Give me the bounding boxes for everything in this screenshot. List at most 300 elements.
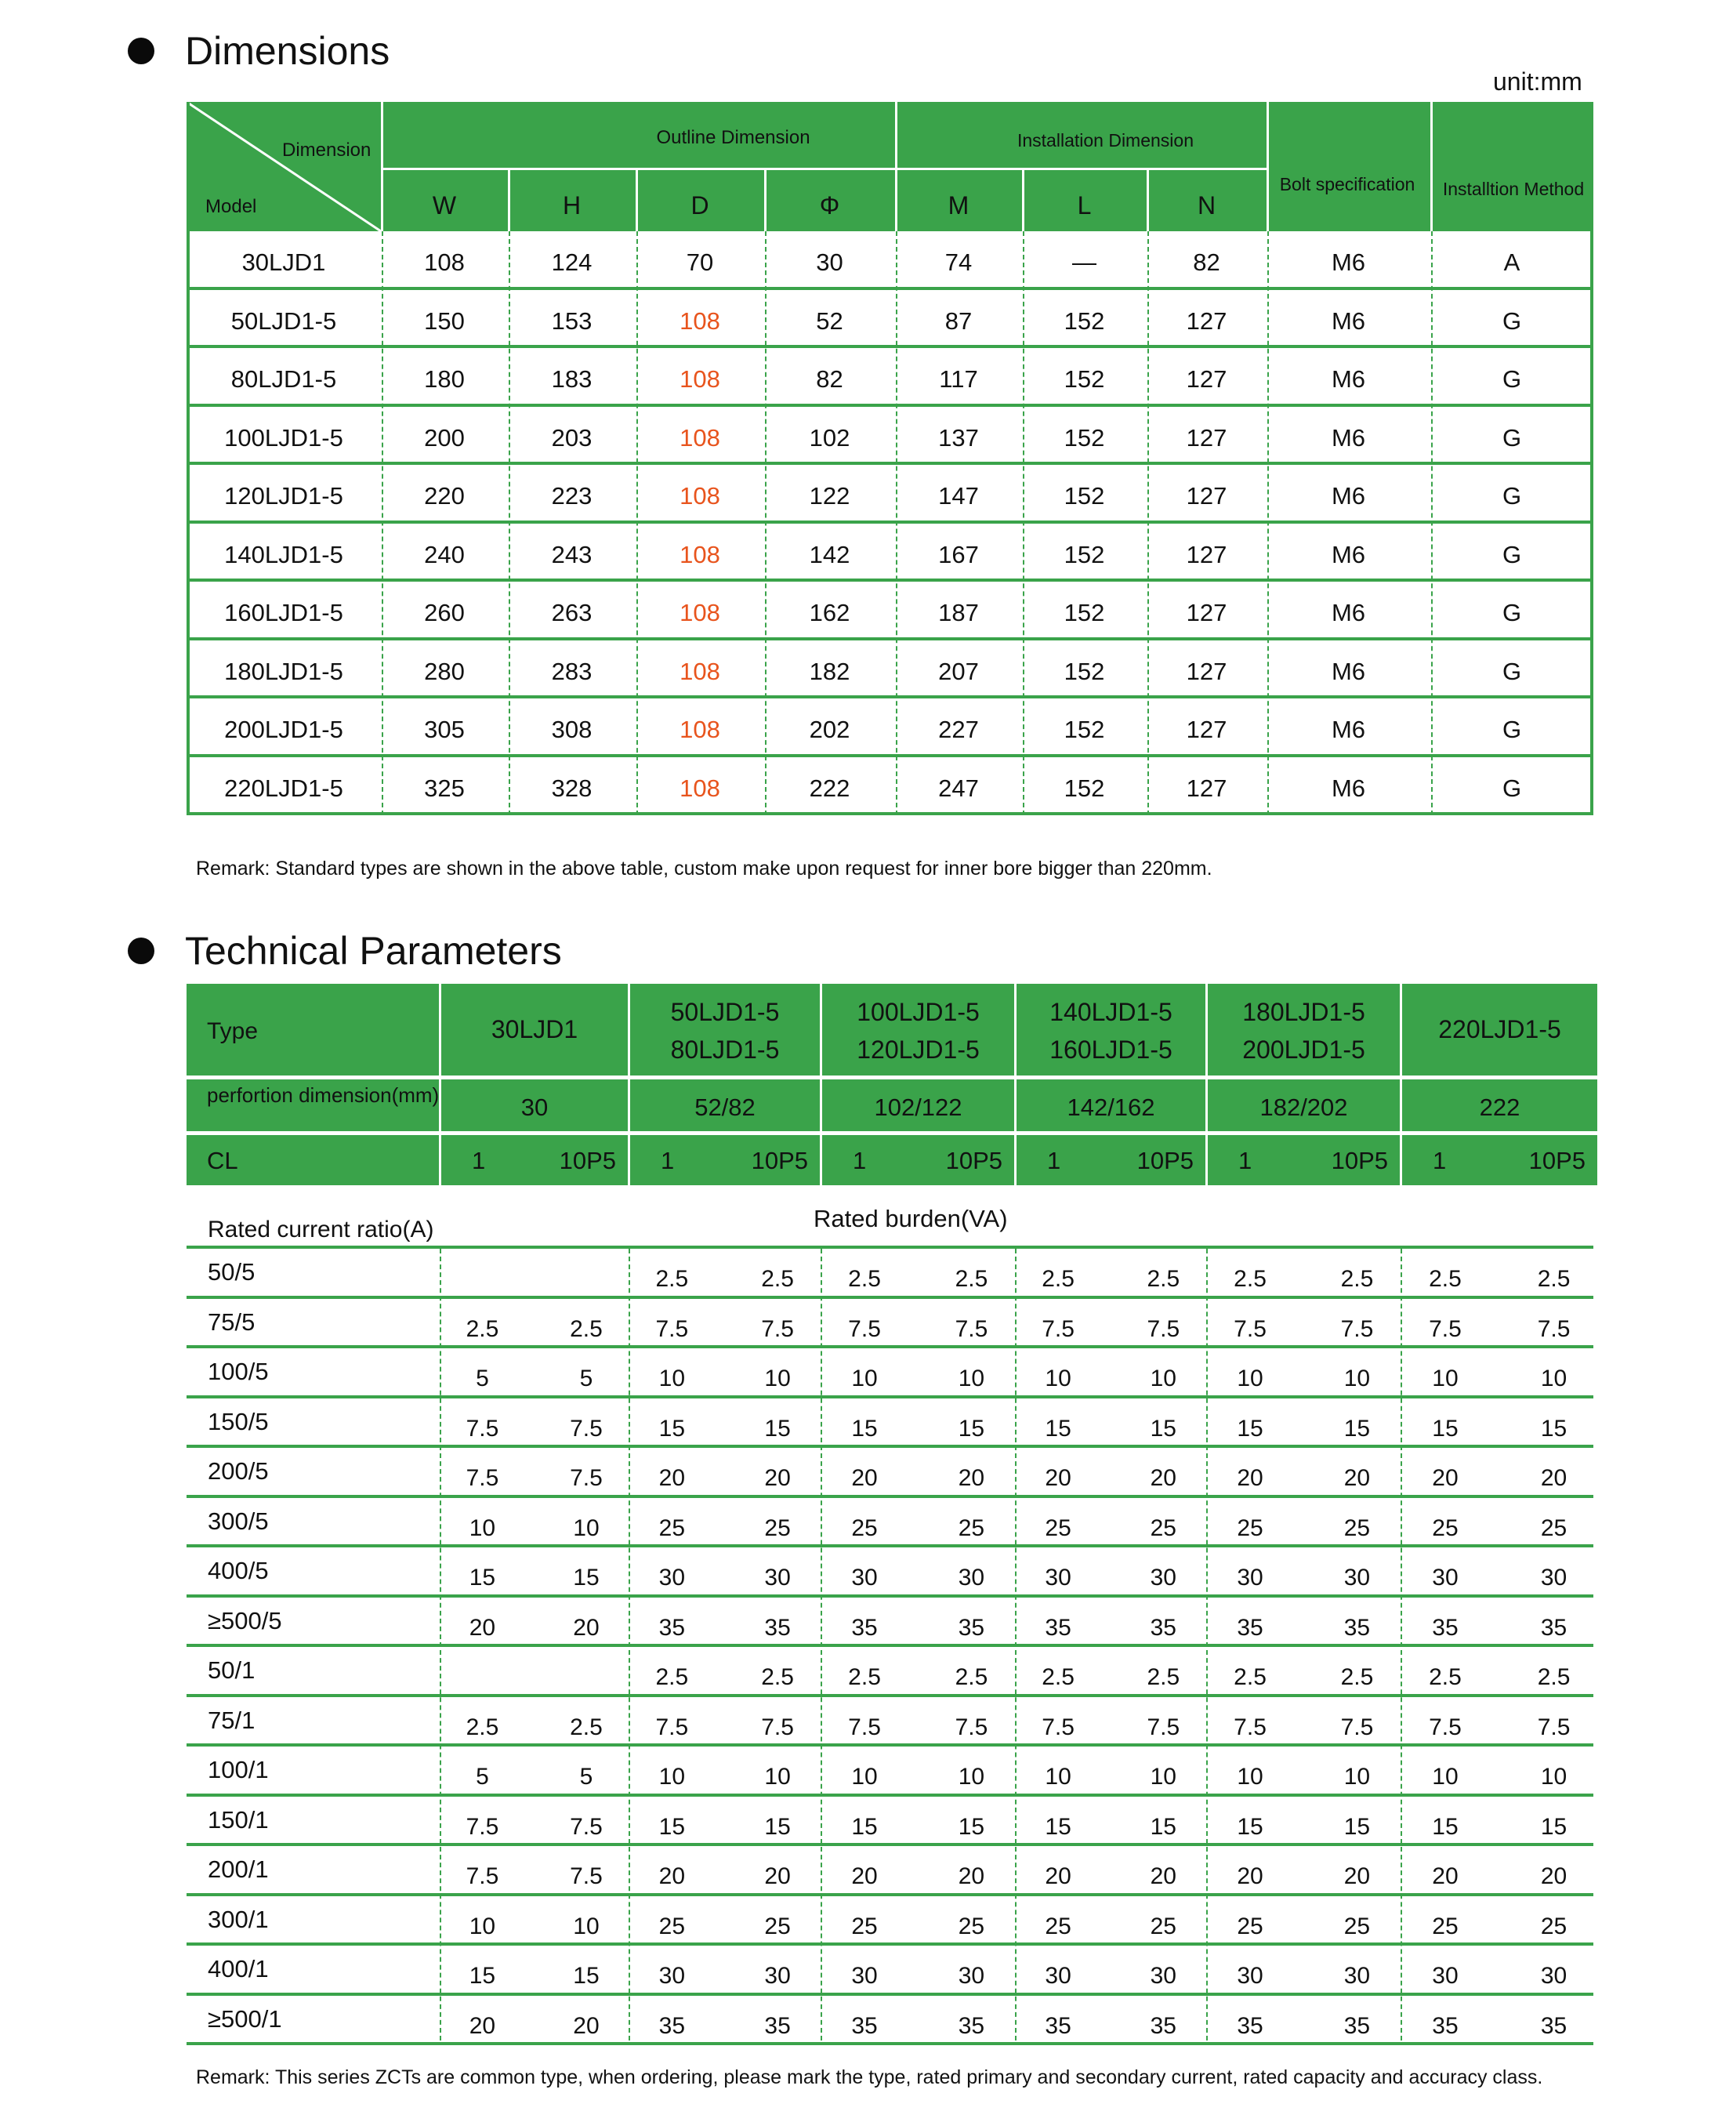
type-name: 50LJD1-5 [670,998,780,1026]
burden-cell: 10 [1432,1366,1459,1391]
burden-cell: 20 [469,1614,496,1641]
burden-cell: 30 [1150,1565,1176,1591]
value-cell: M6 [1331,248,1366,276]
type-name: 100LJD1-5 [857,998,980,1026]
burden-cell: 10 [1432,1764,1459,1790]
value-cell: G [1502,423,1522,452]
burden-cell: 10 [1343,1366,1371,1391]
value-cell: 124 [551,248,593,276]
value-cell: 222 [809,774,850,802]
row-divider [187,345,1593,348]
value-cell: 108 [680,365,720,393]
value-cell: M6 [1331,774,1366,802]
burden-cell: 7.5 [655,1714,689,1740]
ratio-cell: 50/1 [208,1656,256,1684]
value-cell: 153 [551,307,593,335]
burden-cell: 10 [658,1764,686,1790]
burden-cell: 25 [1540,1913,1567,1939]
burden-cell: 20 [658,1863,686,1889]
row-divider [187,521,1593,524]
burden-cell: 20 [1343,1465,1371,1491]
header-outline-dimension: Outline Dimension [656,127,810,148]
ratio-cell: 400/1 [208,1955,269,1982]
burden-cell: 10 [1343,1764,1371,1790]
cl-class-value: 10P5 [945,1147,1002,1174]
value-cell: 82 [816,365,843,393]
burden-cell: 35 [958,2012,985,2039]
burden-cell: 20 [1343,1863,1371,1889]
value-cell: M6 [1331,540,1366,568]
row-divider [187,1794,1593,1797]
burden-cell: 2.5 [1537,1266,1571,1292]
row-divider [187,1694,1593,1697]
ratio-cell: 300/1 [208,1905,269,1933]
burden-cell: 35 [851,1614,878,1641]
burden-cell: 30 [764,1565,791,1591]
perforation-label: perfortion dimension(mm) [207,1083,440,1107]
value-cell: G [1502,657,1522,685]
burden-cell: 7.5 [1042,1315,1075,1342]
cl-class-value: 10P5 [1136,1147,1194,1174]
burden-cell: 2.5 [570,1714,603,1740]
value-cell: 200 [424,423,465,452]
value-cell: 127 [1186,482,1227,510]
burden-cell: 25 [1237,1514,1263,1541]
row-divider [187,287,1593,290]
burden-cell: 7.5 [1340,1714,1374,1740]
burden-cell: 35 [1343,2012,1371,2039]
burden-cell: 25 [1432,1514,1459,1541]
burden-cell: 35 [1432,1614,1459,1641]
burden-cell: 10 [469,1913,496,1939]
burden-cell: 10 [1150,1366,1176,1391]
burden-cell: 35 [1150,1614,1176,1641]
burden-cell: 10 [1045,1764,1071,1790]
row-divider [187,1296,1593,1299]
value-cell: 227 [938,716,979,743]
burden-cell: 35 [851,2012,878,2039]
burden-cell: 25 [1150,1514,1176,1541]
cl-class-value: 1 [853,1147,867,1174]
value-cell: 137 [938,423,979,452]
burden-cell: 5 [579,1366,593,1391]
burden-cell: 7.5 [955,1714,988,1740]
burden-cell: 2.5 [570,1315,603,1342]
value-cell: G [1502,307,1522,335]
technical-table [187,984,1597,2050]
burden-cell: 7.5 [1234,1315,1267,1342]
burden-cell: 30 [658,1565,686,1591]
model-name-cell: 30LJD1 [241,248,326,276]
burden-cell: 15 [1343,1813,1371,1840]
burden-cell: 7.5 [1234,1714,1267,1740]
model-name-cell: 100LJD1-5 [224,423,343,452]
header-col-4: Φ [819,191,840,219]
burden-cell: 10 [1150,1764,1176,1790]
burden-cell: 15 [958,1813,985,1840]
burden-cell: 2.5 [1234,1664,1267,1690]
row-divider [187,1445,1593,1448]
burden-cell: 15 [1540,1415,1567,1442]
burden-cell: 2.5 [655,1266,689,1292]
burden-cell: 10 [851,1366,878,1391]
burden-cell: 7.5 [466,1465,499,1491]
header-installation-method: Installtion Method [1442,179,1585,199]
row-divider [187,1993,1593,1996]
value-cell: 203 [551,423,593,452]
value-cell: 142 [809,540,850,568]
row-divider [187,1843,1593,1846]
burden-cell: 15 [1237,1813,1263,1840]
burden-cell: 5 [476,1366,489,1391]
ratio-cell: ≥500/1 [208,2004,282,2033]
cl-class-value: 10P5 [559,1147,616,1174]
burden-cell: 7.5 [761,1315,794,1342]
burden-cell: 10 [1045,1366,1071,1391]
value-cell: 108 [680,540,720,568]
burden-cell: 15 [1540,1813,1567,1840]
burden-cell: 7.5 [1429,1714,1462,1740]
burden-cell: 25 [1343,1913,1371,1939]
type-name: 120LJD1-5 [857,1036,980,1064]
burden-cell: 5 [476,1764,489,1790]
burden-cell: 10 [1237,1366,1263,1391]
row-divider [187,1942,1593,1946]
burden-cell: 35 [1237,2012,1263,2039]
value-cell: 127 [1186,599,1227,626]
burden-cell: 15 [658,1813,686,1840]
burden-cell: 30 [658,1963,686,1989]
value-cell: 70 [686,248,714,276]
value-cell: 152 [1064,307,1105,335]
burden-cell: 2.5 [955,1266,988,1292]
value-cell: A [1503,248,1520,276]
burden-cell: 30 [958,1565,985,1591]
row-divider [187,462,1593,465]
burden-cell: 10 [958,1764,985,1790]
value-cell: 108 [680,657,720,685]
burden-cell: 30 [1343,1963,1371,1989]
header-model-label: Model [205,196,257,217]
burden-cell: 20 [958,1863,985,1889]
model-name-cell: 220LJD1-5 [224,774,343,802]
value-cell: M6 [1331,365,1366,393]
value-cell: M6 [1331,657,1366,685]
model-name-cell: 180LJD1-5 [224,657,343,685]
cl-class-value: 10P5 [1331,1147,1388,1174]
burden-cell: 10 [469,1514,496,1541]
burden-cell: 20 [469,2012,496,2039]
burden-cell: 25 [1045,1514,1071,1541]
value-cell: 127 [1186,716,1227,743]
header-separator [439,984,441,1185]
perforation-value: 102/122 [874,1094,962,1121]
perforation-value: 52/82 [694,1094,756,1121]
burden-cell: 20 [573,2012,600,2039]
burden-cell: 25 [1432,1913,1459,1939]
burden-cell: 20 [1237,1465,1263,1491]
value-cell: 263 [551,599,593,626]
header-col-1: W [432,191,457,219]
cl-class-value: 1 [472,1147,486,1174]
burden-cell: 25 [658,1514,686,1541]
section-title-dimensions: Dimensions [185,29,390,73]
value-cell: 280 [424,657,465,685]
burden-cell: 7.5 [848,1315,881,1342]
value-cell: 150 [424,307,465,335]
burden-cell: 2.5 [955,1664,988,1690]
ratio-cell: 150/5 [208,1407,269,1435]
header-installation-dimension: Installation Dimension [1017,130,1194,151]
burden-cell: 20 [1045,1863,1071,1889]
row-divider [187,1594,1593,1598]
burden-cell: 7.5 [570,1465,603,1491]
value-cell: G [1502,365,1522,393]
burden-cell: 15 [1432,1813,1459,1840]
burden-cell: 2.5 [1537,1664,1571,1690]
perforation-value: 222 [1479,1094,1520,1121]
value-cell: 127 [1186,365,1227,393]
burden-cell: 10 [1237,1764,1263,1790]
row-divider [187,1395,1593,1398]
ratio-cell: 200/1 [208,1855,269,1883]
burden-cell: 30 [1237,1963,1263,1989]
ratio-cell: 300/5 [208,1507,269,1535]
burden-cell: 15 [1150,1415,1176,1442]
burden-cell: 25 [764,1514,791,1541]
burden-cell: 20 [1237,1863,1263,1889]
burden-cell: 7.5 [1340,1315,1374,1342]
row-divider [187,1743,1593,1747]
type-name: 160LJD1-5 [1049,1036,1172,1064]
section-bullet [128,38,154,64]
header-separator [1400,984,1402,1185]
burden-cell: 7.5 [848,1714,881,1740]
burden-cell: 35 [1540,2012,1567,2039]
burden-cell: 20 [764,1863,791,1889]
model-name-cell: 160LJD1-5 [224,599,343,626]
value-cell: 52 [816,307,843,335]
burden-cell: 35 [1045,1614,1071,1641]
value-cell: 82 [1193,248,1220,276]
burden-cell: 2.5 [1042,1664,1075,1690]
burden-cell: 7.5 [955,1315,988,1342]
burden-cell: 20 [958,1465,985,1491]
burden-cell: 35 [1540,1614,1567,1641]
burden-cell: 20 [658,1465,686,1491]
value-cell: 152 [1064,599,1105,626]
value-cell: M6 [1331,599,1366,626]
burden-cell: 30 [851,1565,878,1591]
value-cell: 182 [809,657,850,685]
value-cell: 74 [944,248,973,276]
value-cell: 180 [424,365,465,393]
burden-cell: 10 [573,1913,600,1939]
model-name-cell: 140LJD1-5 [224,540,343,568]
burden-cell: 25 [958,1913,985,1939]
value-cell: 30 [816,248,843,276]
ratio-cell: 400/5 [208,1557,269,1584]
burden-cell: 20 [1045,1465,1071,1491]
burden-cell: 15 [1237,1415,1263,1442]
burden-cell: 15 [1045,1415,1071,1442]
burden-cell: 2.5 [1340,1266,1374,1292]
burden-cell: 20 [1150,1863,1176,1889]
burden-cell: 7.5 [655,1315,689,1342]
burden-cell: 2.5 [1147,1664,1180,1690]
burden-cell: 15 [658,1415,686,1442]
burden-cell: 15 [1045,1813,1071,1840]
burden-cell: 20 [573,1614,600,1641]
burden-cell: 35 [1150,2012,1176,2039]
burden-cell: 25 [658,1913,686,1939]
value-cell: 325 [424,774,465,802]
burden-cell: 35 [1432,2012,1459,2039]
burden-cell: 30 [1343,1565,1371,1591]
row-divider [187,2042,1593,2045]
burden-cell: 2.5 [848,1664,881,1690]
value-cell: 167 [938,540,979,568]
value-cell: 152 [1064,774,1105,802]
value-cell: 152 [1064,716,1105,743]
burden-cell: 2.5 [655,1664,689,1690]
header-col-5: M [948,191,969,219]
burden-cell: 7.5 [1429,1315,1462,1342]
type-name: 180LJD1-5 [1242,998,1365,1026]
dimensions-remark: Remark: Standard types are shown in the above table, custom make upon request for inner bore bigger than 220mm. [196,858,1212,880]
burden-cell: 25 [1150,1913,1176,1939]
value-cell: 87 [944,307,973,335]
value-cell: 147 [938,482,979,510]
burden-cell: 35 [1343,1614,1371,1641]
row-divider [187,812,1593,815]
value-cell: 328 [551,774,593,802]
burden-cell: 30 [1237,1565,1263,1591]
value-cell: 152 [1064,540,1105,568]
value-cell: 108 [680,716,720,743]
perforation-value: 182/202 [1259,1094,1348,1121]
dimensions-table [187,102,1593,815]
unit-label: unit:mm [1493,67,1582,96]
row-divider [187,1495,1593,1498]
header-col-7: N [1197,191,1216,219]
value-cell: 305 [424,716,465,743]
value-cell: 127 [1186,774,1227,802]
burden-cell: 25 [1045,1913,1071,1939]
model-name-cell: 80LJD1-5 [230,365,337,393]
burden-cell: 30 [1432,1963,1459,1989]
burden-cell: 15 [851,1813,878,1840]
cl-class-value: 1 [1047,1147,1061,1174]
burden-cell: 7.5 [1537,1315,1571,1342]
value-cell: 240 [424,540,465,568]
row-divider [187,1893,1593,1896]
cl-label: CL [207,1147,238,1174]
ratio-cell: 75/1 [208,1706,256,1734]
burden-cell: 30 [1432,1565,1459,1591]
burden-cell: 7.5 [570,1415,603,1442]
burden-cell: 5 [579,1764,593,1790]
burden-cell: 2.5 [761,1664,794,1690]
value-cell: 243 [551,540,593,568]
technical-remark: Remark: This series ZCTs are common type, when ordering, please mark the type, rated primary and secondary current, rated capacity and accuracy class. [196,2066,1543,2088]
value-cell: 127 [1186,307,1227,335]
burden-cell: 30 [1540,1565,1567,1591]
ratio-cell: 150/1 [208,1805,269,1834]
type-name: 80LJD1-5 [670,1036,780,1064]
value-cell: M6 [1331,482,1366,510]
burden-cell: 2.5 [1147,1266,1180,1292]
row-divider [187,754,1593,757]
cl-class-value: 1 [661,1147,675,1174]
type-name: 220LJD1-5 [1438,1015,1561,1043]
value-cell: 308 [551,716,593,743]
header-dimension-label: Dimension [282,140,371,161]
value-cell: 223 [551,482,593,510]
burden-cell: 20 [1540,1863,1567,1889]
section-bullet [128,938,154,964]
type-name: 200LJD1-5 [1242,1036,1365,1064]
burden-cell: 10 [658,1366,686,1391]
cl-class-value: 10P5 [1528,1147,1586,1174]
burden-cell: 25 [764,1913,791,1939]
burden-cell: 10 [573,1514,600,1541]
burden-cell: 35 [658,1614,686,1641]
burden-cell: 20 [1150,1465,1176,1491]
cl-class-value: 10P5 [751,1147,808,1174]
burden-cell: 35 [1045,2012,1071,2039]
model-name-cell: 50LJD1-5 [230,307,337,335]
value-cell: 127 [1186,657,1227,685]
burden-cell: 35 [1237,1614,1263,1641]
value-cell: 260 [424,599,465,626]
value-cell: 283 [551,657,593,685]
ratio-cell: 100/5 [208,1358,269,1385]
row-divider [187,1544,1593,1547]
header-bolt-specification: Bolt specification [1279,174,1415,194]
row-divider [187,404,1593,407]
burden-cell: 2.5 [1429,1664,1462,1690]
burden-cell: 30 [1045,1963,1071,1989]
burden-cell: 25 [1343,1514,1371,1541]
value-cell: 108 [680,307,720,335]
type-name: 140LJD1-5 [1049,998,1172,1026]
value-cell: 122 [809,482,850,510]
burden-cell: 7.5 [570,1863,603,1889]
burden-cell: 30 [958,1963,985,1989]
cl-class-value: 1 [1238,1147,1252,1174]
burden-cell: 25 [1540,1514,1567,1541]
model-name-cell: 200LJD1-5 [224,716,343,743]
value-cell: 108 [680,599,720,626]
ratio-cell: 75/5 [208,1308,256,1336]
burden-cell: 2.5 [1429,1266,1462,1292]
burden-cell: 15 [469,1565,496,1591]
row-divider [187,1345,1593,1348]
burden-cell: 25 [958,1514,985,1541]
type-label: Type [207,1018,259,1044]
ratio-cell: 100/1 [208,1756,269,1783]
burden-cell: 30 [764,1963,791,1989]
burden-cell: 7.5 [466,1813,499,1840]
value-cell: 207 [938,657,979,685]
value-cell: G [1502,599,1522,626]
burden-cell: 10 [851,1764,878,1790]
burden-cell: 10 [1540,1764,1567,1790]
row-divider [187,695,1593,698]
value-cell: 187 [938,599,979,626]
value-cell: 108 [680,774,720,802]
